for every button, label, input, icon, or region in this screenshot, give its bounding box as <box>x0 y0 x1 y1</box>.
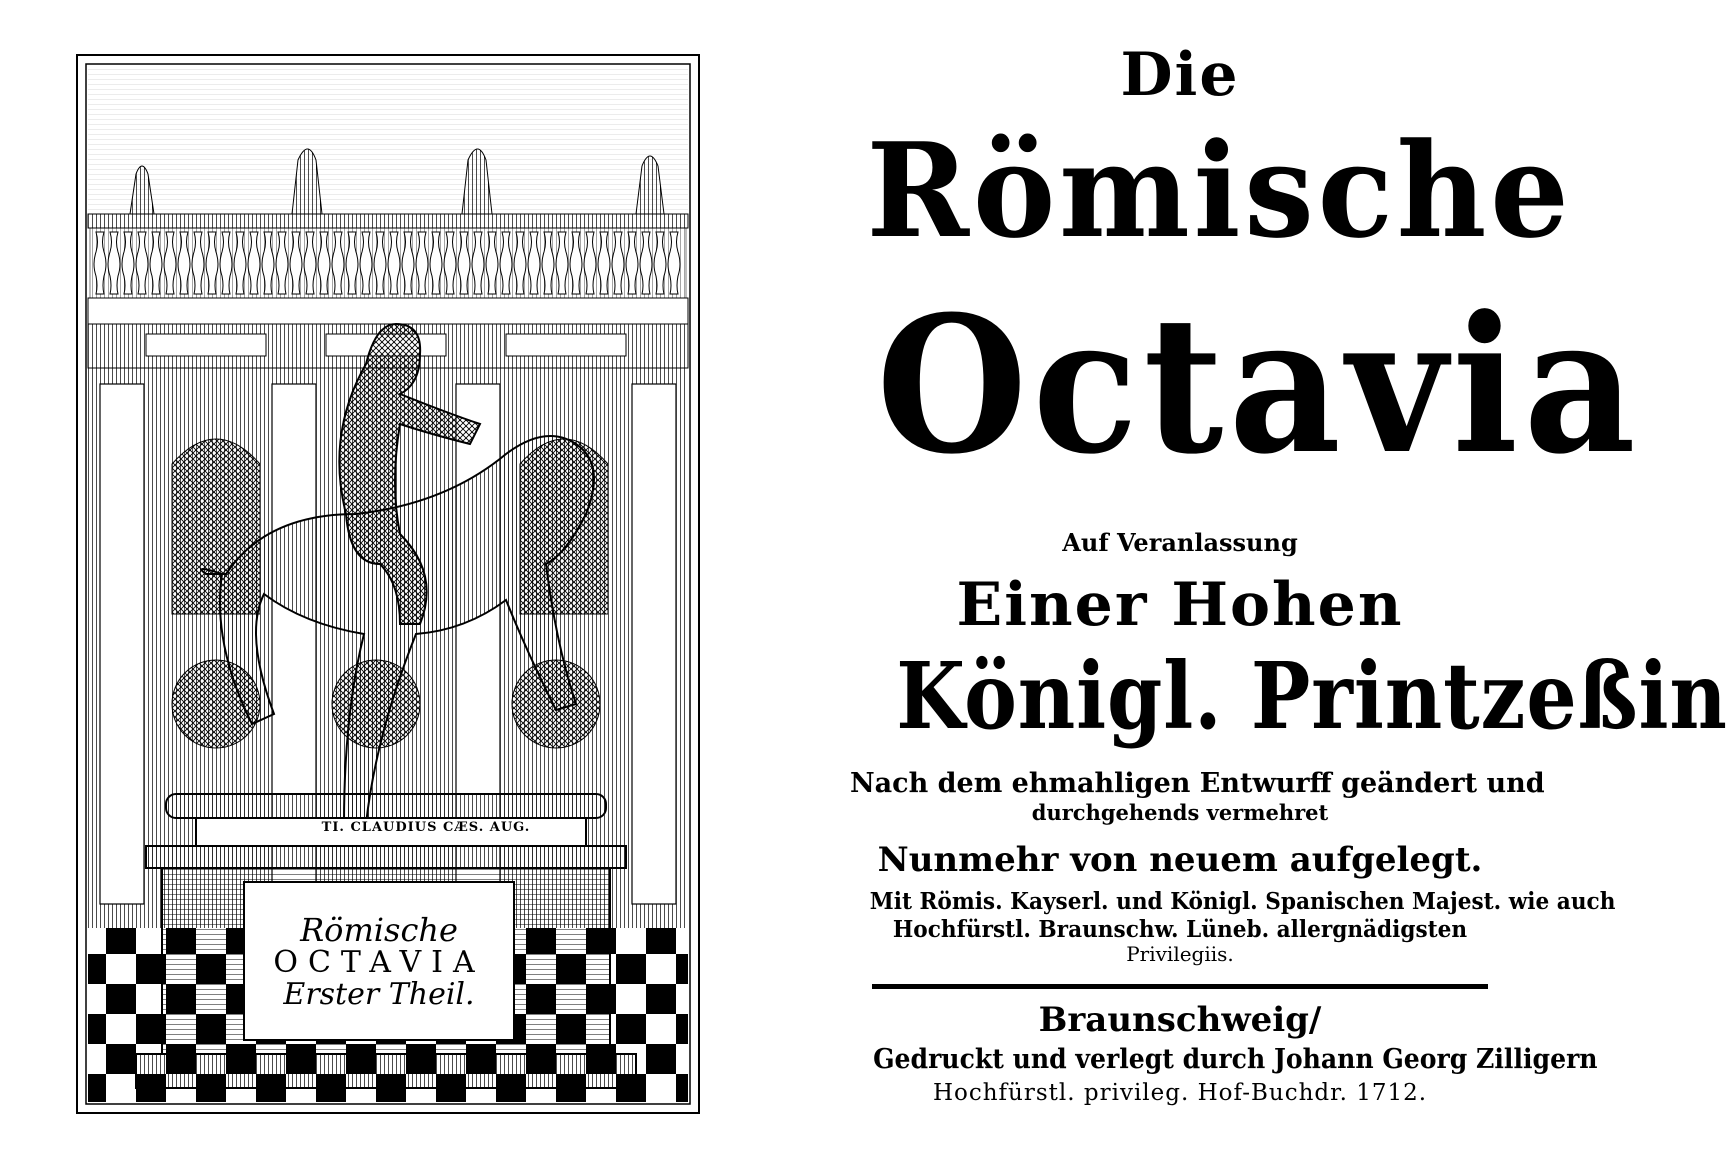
title-page <box>850 30 1728 1130</box>
subtitle-line-nunmehr: Nunmehr von neuem aufgelegt. <box>877 840 1483 880</box>
subtitle-line-nach: Nach dem ehmahligen Entwurff geändert und <box>850 768 1545 799</box>
subtitle-line-durchgehends: durchgehends vermehret <box>1031 800 1329 825</box>
imprint-date: Hochfürstl. privileg. Hof-Buchdr. 1712. <box>932 1080 1428 1106</box>
tablet-line-1: Römische <box>300 910 458 949</box>
privilege-line-2: Hochfürstl. Braunschw. Lüneb. allergnädigsten <box>892 916 1468 943</box>
title-line-die: Die <box>1120 40 1240 110</box>
pedestal-tablet <box>248 888 510 1036</box>
frontispiece-engraving <box>76 54 700 1114</box>
imprint-place: Braunschweig/ <box>1038 1000 1322 1040</box>
title-line-koenigl-printzessin: Königl. Printzeßin <box>896 642 1728 750</box>
tablet-line-3: Erster Theil. <box>283 976 475 1012</box>
plinth-inscription: TI. CLAUDIUS CÆS. AUG. <box>321 820 531 835</box>
title-line-einer-hohen: Einer Hohen <box>956 570 1404 640</box>
title-line-octavia: Octavia <box>876 275 1642 496</box>
title-line-auf-veranlassung: Auf Veranlassung <box>1062 528 1298 557</box>
privilege-line-1: Mit Römis. Kayserl. und Königl. Spanischen Majest. wie auch <box>869 888 1616 915</box>
title-line-roemische: Römische <box>866 114 1573 267</box>
divider-rule <box>872 984 1488 989</box>
imprint-printer: Gedruckt und verlegt durch Johann Georg Zilligern <box>873 1044 1598 1075</box>
privilege-line-3: Privilegiis. <box>1126 942 1234 966</box>
tablet-line-2: OCTAVIA <box>273 945 485 981</box>
